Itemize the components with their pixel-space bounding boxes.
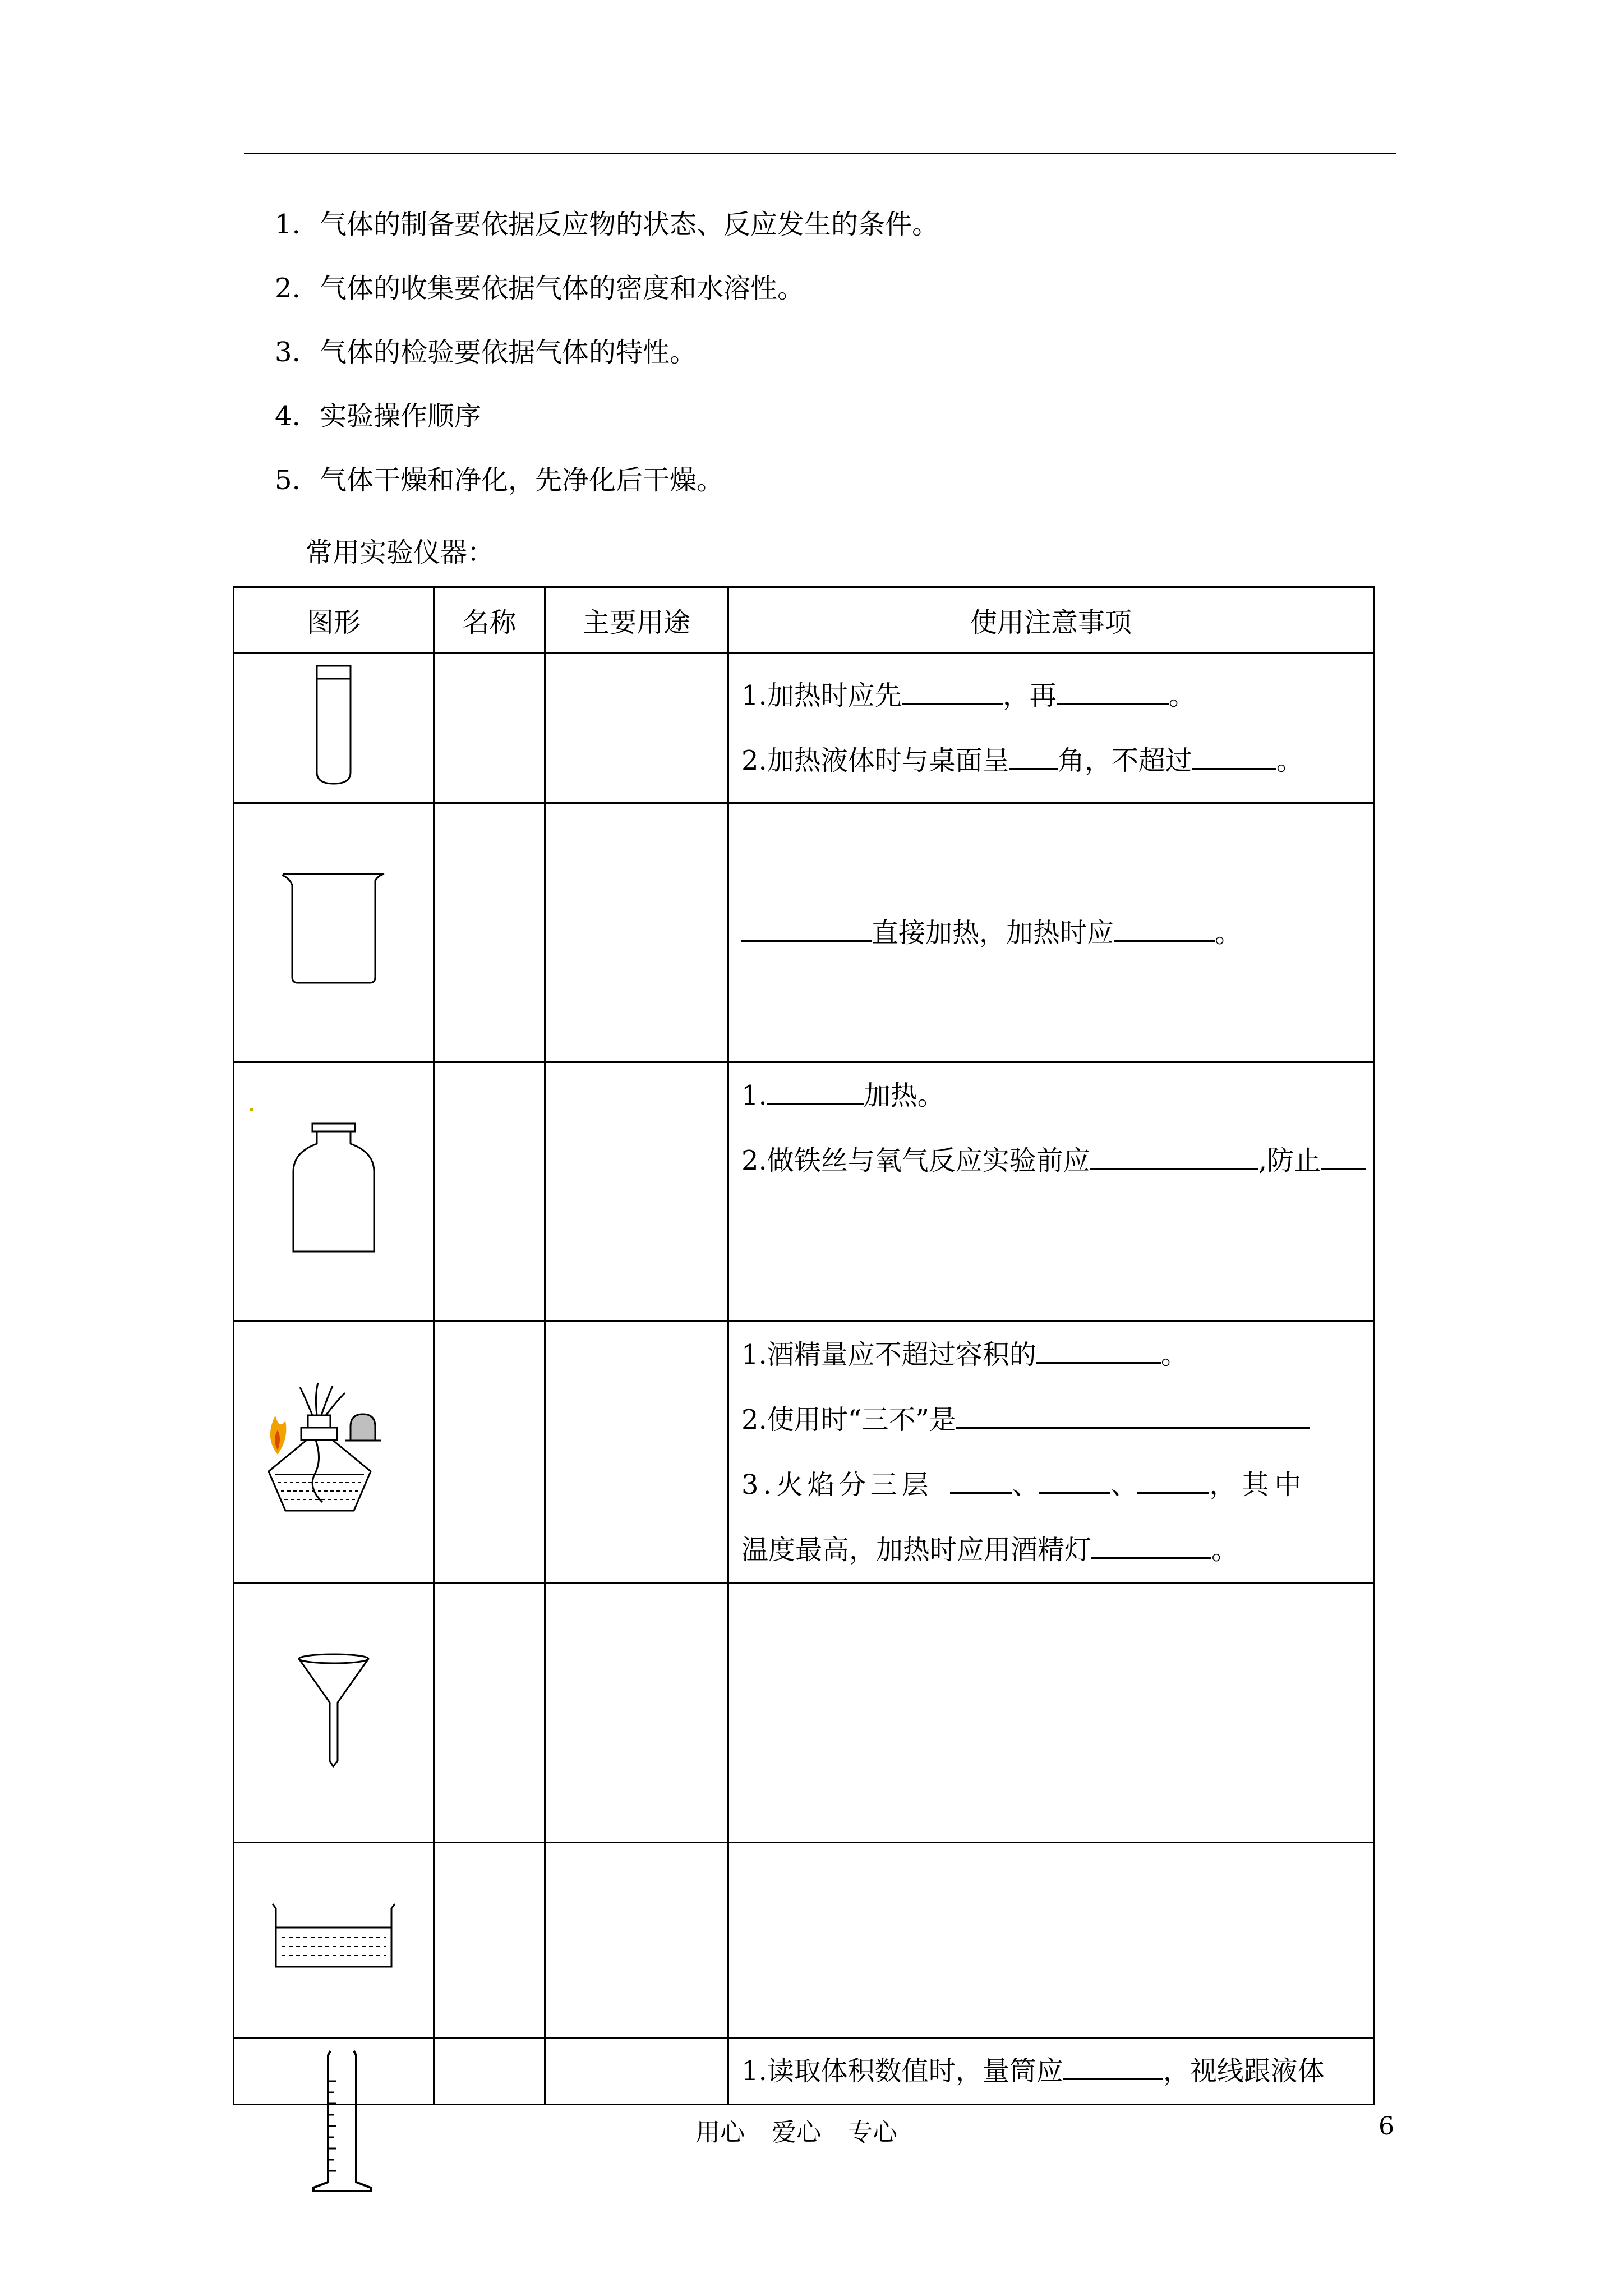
name-cell	[434, 803, 545, 1062]
notes-cell	[728, 653, 1374, 803]
note-line: 1. 加热。	[741, 1063, 1362, 1128]
beaker-icon	[278, 871, 390, 988]
use-cell	[545, 1843, 728, 2038]
name-cell	[434, 1584, 545, 1843]
name-cell	[434, 1322, 545, 1584]
water-trough-icon	[269, 1901, 398, 1973]
notes-cell	[728, 1584, 1374, 1843]
funnel-icon	[292, 1651, 376, 1769]
figure-cell	[234, 1322, 434, 1584]
answer-blank[interactable]	[1090, 1140, 1258, 1170]
answer-blank[interactable]	[767, 1075, 864, 1105]
list-item: 5. 气体干燥和净化，先净化后干燥。	[275, 464, 724, 496]
answer-blank[interactable]	[1321, 1140, 1366, 1170]
header-use: 主要用途	[545, 587, 728, 653]
header-figure: 图形	[234, 587, 434, 653]
footer-motto: 用心 爱心 专心	[695, 2118, 897, 2147]
use-cell	[545, 1322, 728, 1584]
page-number: 6	[1378, 2112, 1394, 2141]
answer-blank[interactable]	[741, 912, 872, 942]
instrument-table	[233, 586, 1375, 2105]
gas-collecting-bottle-icon	[283, 1121, 384, 1256]
note-line: 1.读取体积数值时，量筒应 ，视线跟液体	[741, 2039, 1362, 2104]
use-cell	[545, 1062, 728, 1322]
answer-blank[interactable]	[1039, 1464, 1110, 1494]
header-notes: 使用注意事项	[728, 587, 1374, 653]
list-item: 1. 气体的制备要依据反应物的状态、反应发生的条件。	[275, 209, 939, 240]
table-row	[234, 1584, 1374, 1843]
principle-list	[275, 208, 939, 527]
name-cell	[434, 653, 545, 803]
table-row	[234, 1062, 1374, 1322]
name-cell	[434, 1062, 545, 1322]
notes-cell	[728, 1843, 1374, 2038]
list-item: 4. 实验操作顺序	[275, 401, 482, 432]
graduated-cylinder-icon	[311, 2047, 373, 2193]
table-caption: 常用实验仪器：	[306, 537, 495, 568]
header-rule	[244, 153, 1396, 154]
figure-cell	[234, 1584, 434, 1843]
table-row	[234, 1843, 1374, 2038]
table-header-row	[234, 587, 1374, 653]
answer-blank[interactable]	[1091, 1529, 1211, 1559]
table-row	[234, 653, 1374, 803]
figure-cell	[234, 1843, 434, 2038]
note-line: 3.火焰分三层 、 、 ，其中	[741, 1452, 1362, 1517]
note-line: 直接加热，加热时应 。	[741, 900, 1362, 965]
note-line: 2.加热液体时与桌面呈 角，不超过 。	[741, 728, 1362, 793]
table-row	[234, 2038, 1374, 2105]
figure-cell	[234, 1062, 434, 1322]
test-tube-icon	[311, 663, 356, 786]
answer-blank[interactable]	[1063, 2050, 1163, 2080]
use-cell	[545, 2038, 728, 2105]
answer-blank[interactable]	[1192, 740, 1276, 770]
answer-blank[interactable]	[950, 1464, 1012, 1494]
note-line: 2.使用时“三不”是	[741, 1387, 1362, 1452]
alcohol-lamp-icon	[261, 1376, 407, 1522]
figure-cell	[234, 803, 434, 1062]
answer-blank[interactable]	[1114, 912, 1215, 942]
notes-cell	[728, 1062, 1374, 1322]
answer-blank[interactable]	[1036, 1334, 1161, 1364]
use-cell	[545, 803, 728, 1062]
notes-cell	[728, 803, 1374, 1062]
list-item: 3. 气体的检验要依据气体的特性。	[275, 337, 697, 368]
answer-blank[interactable]	[1137, 1464, 1209, 1494]
note-line: 1.酒精量应不超过容积的 。	[741, 1322, 1362, 1387]
figure-cell	[234, 653, 434, 803]
table-row	[234, 803, 1374, 1062]
note-line: 温度最高，加热时应用酒精灯 。	[741, 1517, 1362, 1582]
use-cell	[545, 1584, 728, 1843]
notes-cell	[728, 2038, 1374, 2105]
name-cell	[434, 1843, 545, 2038]
list-item: 2. 气体的收集要依据气体的密度和水溶性。	[275, 273, 805, 304]
answer-blank[interactable]	[1009, 740, 1058, 770]
note-line: 2.做铁丝与氧气反应实验前应 ,防止	[741, 1128, 1362, 1193]
notes-cell	[728, 1322, 1374, 1584]
answer-blank[interactable]	[902, 675, 1003, 705]
table-row	[234, 1322, 1374, 1584]
note-line: 1.加热时应先 ，再 。	[741, 663, 1362, 728]
header-name: 名称	[434, 587, 545, 653]
answer-blank[interactable]	[956, 1399, 1310, 1429]
name-cell	[434, 2038, 545, 2105]
use-cell	[545, 653, 728, 803]
answer-blank[interactable]	[1057, 675, 1169, 705]
